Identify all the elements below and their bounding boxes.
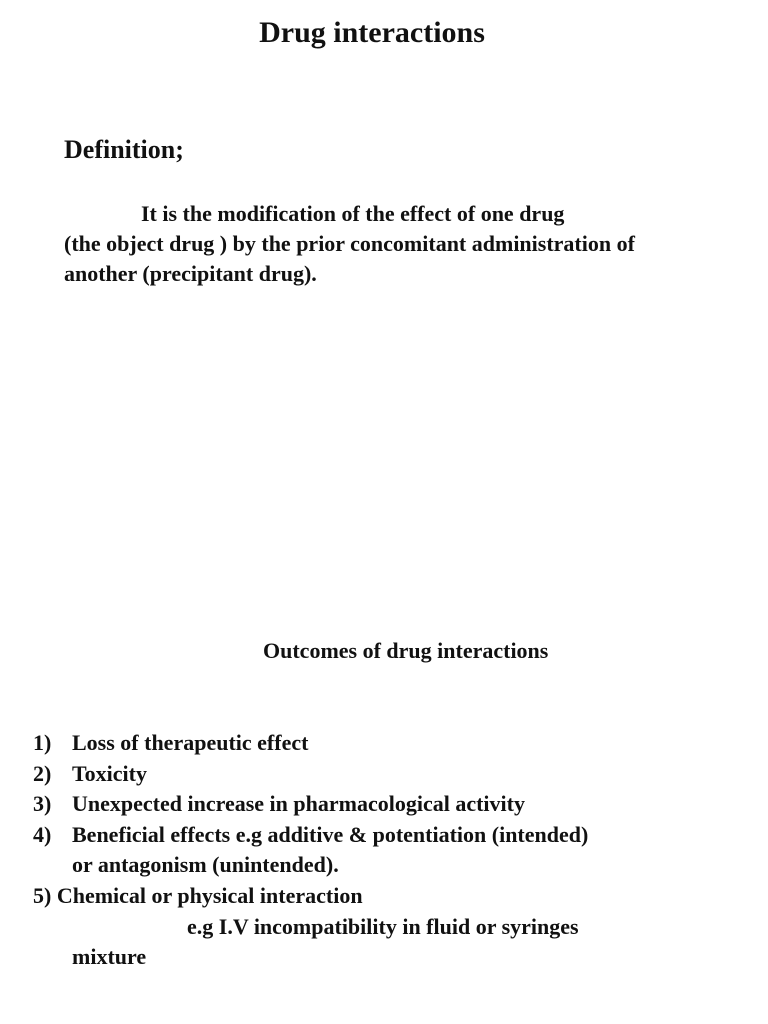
list-item-text: 5) Chemical or physical interaction [33,883,363,908]
list-item [0,881,768,911]
list-item-number: 3) [33,791,52,816]
list-item-number: 4) [33,822,52,847]
list-item-example [0,912,768,942]
list-item-text: Beneficial effects e.g additive & potentiation (intended) [72,822,589,847]
list-item-text: Unexpected increase in pharmacological activity [72,791,525,816]
definition-text-line: It is the modification of the effect of one drug [141,201,565,226]
page-title: Drug interactions [259,16,485,49]
list-item-example-text: e.g I.V incompatibility in fluid or syringes [187,914,579,939]
list-item-number: 2) [33,761,52,786]
list-item-text: Toxicity [72,761,147,786]
list-item [0,728,768,758]
list-item-continuation-text: or antagonism (unintended). [72,852,339,877]
definition-heading: Definition; [64,135,184,164]
list-item [0,789,768,819]
list-item-continuation-text: mixture [72,944,147,969]
list-item [0,820,768,850]
list-item [0,759,768,789]
list-item-continuation [0,850,768,880]
list-item-continuation [0,942,768,972]
definition-text-line: (the object drug ) by the prior concomitant administration of [64,231,635,256]
list-item-number: 1) [33,730,52,755]
list-item-text: Loss of therapeutic effect [72,730,309,755]
definition-text-line: another (precipitant drug). [64,261,317,286]
outcomes-heading: Outcomes of drug interactions [263,638,549,663]
